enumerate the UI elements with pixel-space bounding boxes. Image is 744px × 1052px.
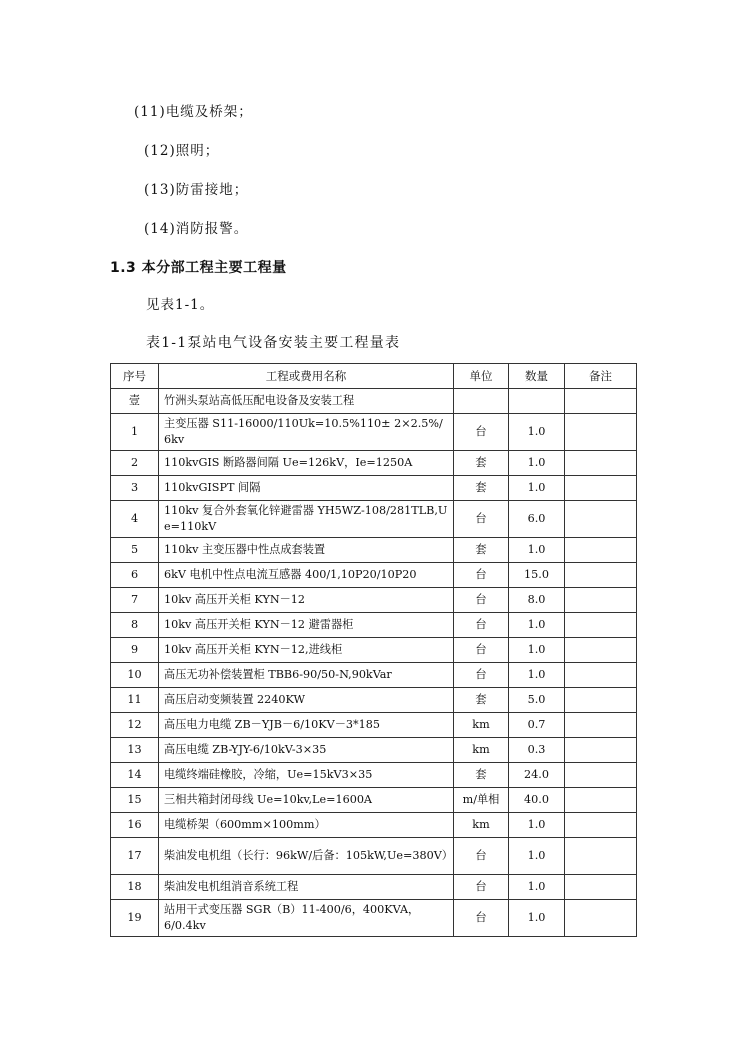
table-row [111,900,637,937]
table-reference: 见表1-1。 [146,297,215,313]
cell-name: 6kV 电机中性点电流互感器 400/1,10P20/10P20 [159,563,454,588]
cell-name: 10kv 高压开关柜 KYN－12 避雷器柜 [159,613,454,638]
cell-no: 2 [111,451,159,476]
cell-remark [565,688,637,713]
table-row [111,788,637,813]
list-item-11: (11)电缆及桥架； [134,104,253,120]
table-row [111,414,637,451]
cell-name: 高压电力电缆 ZB－YJB－6/10KV－3*185 [159,713,454,738]
cell-qty [509,389,565,414]
cell-unit: km [454,738,509,763]
cell-name: 主变压器 S11-16000/110Uk=10.5%110± 2×2.5%/6kv [159,414,454,451]
cell-no: 4 [111,501,159,538]
cell-no: 15 [111,788,159,813]
cell-no: 18 [111,875,159,900]
cell-qty: 1.0 [509,414,565,451]
cell-unit: 台 [454,414,509,451]
cell-qty: 1.0 [509,638,565,663]
cell-remark [565,638,637,663]
cell-remark [565,389,637,414]
cell-qty: 5.0 [509,688,565,713]
cell-remark [565,713,637,738]
quantity-table [110,363,637,937]
table-caption: 表1-1泵站电气设备安装主要工程量表 [146,335,401,351]
cell-qty: 15.0 [509,563,565,588]
cell-remark [565,663,637,688]
cell-unit: 台 [454,900,509,937]
table-row [111,476,637,501]
header-no: 序号 [111,364,159,389]
cell-no: 13 [111,738,159,763]
cell-remark [565,875,637,900]
cell-no: 壹 [111,389,159,414]
cell-name: 电缆终端硅橡胶，冷缩，Ue=15kV3×35 [159,763,454,788]
cell-name: 110kvGISPT 间隔 [159,476,454,501]
cell-qty: 1.0 [509,613,565,638]
cell-no: 17 [111,838,159,875]
section-heading: 1.3 本分部工程主要工程量 [110,260,287,276]
list-item-12: (12)照明； [144,143,220,159]
cell-unit: 台 [454,563,509,588]
table-body [111,389,637,937]
table-row [111,688,637,713]
cell-remark [565,501,637,538]
cell-name: 柴油发电机组（长行：96kW/后备：105kW,Ue=380V） [159,838,454,875]
cell-name: 高压启动变频装置 2240KW [159,688,454,713]
header-qty: 数量 [509,364,565,389]
table-row [111,451,637,476]
cell-no: 12 [111,713,159,738]
cell-qty: 1.0 [509,838,565,875]
cell-unit: 台 [454,838,509,875]
table-row [111,501,637,538]
cell-remark [565,788,637,813]
cell-remark [565,900,637,937]
table-row [111,389,637,414]
cell-name: 竹洲头泵站高低压配电设备及安装工程 [159,389,454,414]
header-remark: 备注 [565,364,637,389]
cell-qty: 40.0 [509,788,565,813]
cell-unit: km [454,713,509,738]
cell-qty: 0.3 [509,738,565,763]
cell-no: 16 [111,813,159,838]
table-header-row [111,364,637,389]
cell-no: 19 [111,900,159,937]
cell-name: 10kv 高压开关柜 KYN－12 [159,588,454,613]
cell-no: 7 [111,588,159,613]
cell-name: 站用干式变压器 SGR（B）11-400/6，400KVA，6/0.4kv [159,900,454,937]
list-item-14: (14)消防报警。 [144,221,249,237]
cell-unit: 套 [454,763,509,788]
cell-qty: 1.0 [509,875,565,900]
cell-unit: 套 [454,538,509,563]
cell-remark [565,763,637,788]
cell-qty: 1.0 [509,451,565,476]
cell-qty: 0.7 [509,713,565,738]
table-row [111,613,637,638]
cell-qty: 1.0 [509,813,565,838]
cell-remark [565,538,637,563]
cell-unit: 台 [454,638,509,663]
cell-remark [565,613,637,638]
cell-unit: 套 [454,476,509,501]
table-row [111,763,637,788]
cell-name: 110kv 复合外套氧化锌避雷器 YH5WZ-108/281TLB,Ue=110kV [159,501,454,538]
cell-unit: 台 [454,663,509,688]
cell-unit: 台 [454,613,509,638]
cell-qty: 6.0 [509,501,565,538]
cell-remark [565,563,637,588]
cell-remark [565,451,637,476]
cell-qty: 8.0 [509,588,565,613]
cell-name: 110kv 主变压器中性点成套装置 [159,538,454,563]
cell-name: 三相共箱封闭母线 Ue=10kv,Le=1600A [159,788,454,813]
cell-qty: 1.0 [509,538,565,563]
cell-no: 6 [111,563,159,588]
cell-qty: 1.0 [509,663,565,688]
cell-unit: km [454,813,509,838]
cell-unit: 台 [454,875,509,900]
cell-no: 5 [111,538,159,563]
cell-qty: 1.0 [509,900,565,937]
cell-unit [454,389,509,414]
cell-remark [565,838,637,875]
cell-no: 3 [111,476,159,501]
cell-name: 110kvGIS 断路器间隔 Ue=126kV，Ie=1250A [159,451,454,476]
cell-unit: 套 [454,451,509,476]
table-row [111,538,637,563]
cell-remark [565,588,637,613]
table-row [111,738,637,763]
cell-unit: 台 [454,501,509,538]
cell-remark [565,813,637,838]
table-row [111,588,637,613]
header-name: 工程或费用名称 [159,364,454,389]
cell-remark [565,738,637,763]
table-row [111,638,637,663]
header-unit: 单位 [454,364,509,389]
cell-no: 1 [111,414,159,451]
cell-name: 电缆桥架（600mm×100mm） [159,813,454,838]
cell-name: 10kv 高压开关柜 KYN－12,进线柜 [159,638,454,663]
cell-unit: 套 [454,688,509,713]
table-row [111,875,637,900]
cell-name: 高压电缆 ZB-YJY-6/10kV-3×35 [159,738,454,763]
cell-unit: m/单相 [454,788,509,813]
cell-no: 8 [111,613,159,638]
list-item-13: (13)防雷接地； [144,182,249,198]
table-row [111,713,637,738]
cell-no: 14 [111,763,159,788]
cell-unit: 台 [454,588,509,613]
cell-name: 柴油发电机组消音系统工程 [159,875,454,900]
table-row [111,838,637,875]
table-row [111,813,637,838]
cell-remark [565,414,637,451]
cell-qty: 1.0 [509,476,565,501]
cell-name: 高压无功补偿装置柜 TBB6-90/50-N,90kVar [159,663,454,688]
cell-no: 9 [111,638,159,663]
cell-no: 11 [111,688,159,713]
table-row [111,563,637,588]
cell-qty: 24.0 [509,763,565,788]
cell-no: 10 [111,663,159,688]
cell-remark [565,476,637,501]
table-row [111,663,637,688]
